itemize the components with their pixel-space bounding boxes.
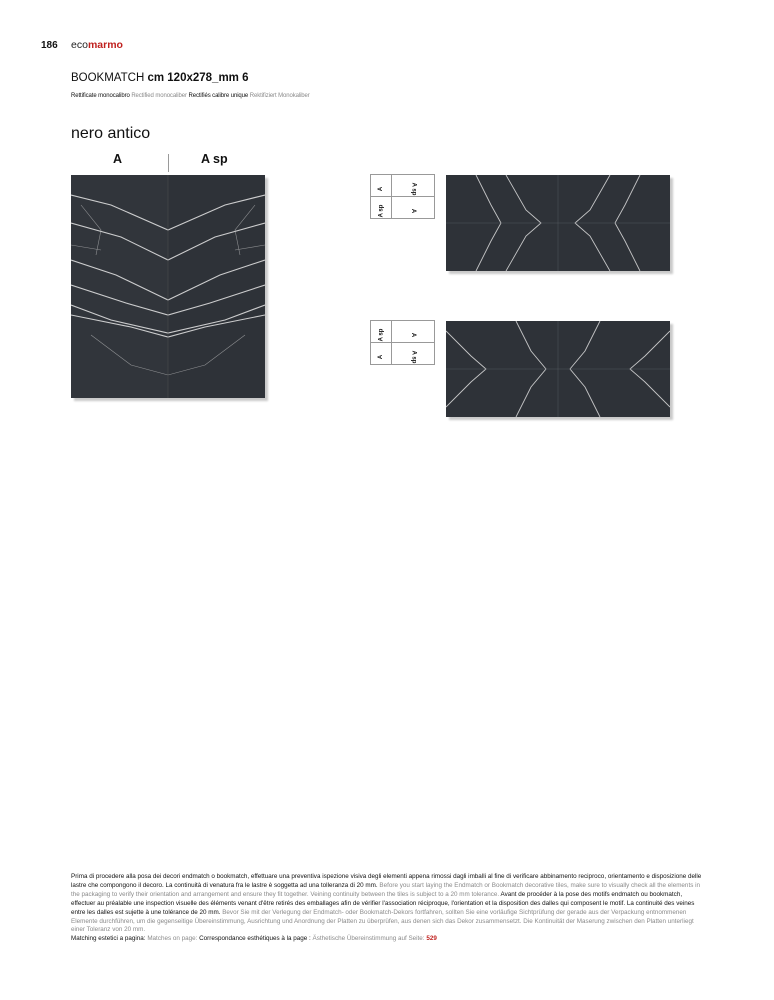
footer-notes [71, 873, 703, 944]
grid1-cell-top-left: A [371, 175, 392, 197]
grid1-cell-bottom-left: A sp [371, 197, 392, 219]
bookmatch-slab-horizontal-1 [446, 175, 670, 271]
match-label-de: Ästhetische Übereinstimmung auf Seite: [312, 935, 425, 943]
layout-grid-2 [370, 320, 435, 365]
product-title [71, 72, 249, 84]
bookmatch-slab-image [71, 175, 265, 398]
slab-label-asp: A sp [201, 152, 228, 166]
subtitle-en: Rectified monocaliber [131, 93, 187, 99]
subtitle-de: Rektifiziert Monokaliber [249, 93, 310, 99]
footer-de: Bevor Sie mit der Verlegung der Endmatch- oder Bookmatch-Dekors fortfahren, sollten Sie eine vorläufige Sichtprüfung der gerade aus der Verpackung entnommenen Elemente durchführen, um die gegenseitige Übereinstimmung, Ausrichtung und Anordnung der Platten zu überprüfen, aus denen sich das Dekor zusammensetzt. Die Kontinuität der Maserung zwischen den Platten unterliegt einer Toleranz von 20 mm. [71, 908, 694, 934]
brand-name: marmo [87, 39, 123, 51]
match-label-it: Matching estetici a pagina: [71, 935, 146, 943]
footer-it: Prima di procedere alla posa dei decori endmatch o bookmatch, effettuare una preventiva ispezione visiva degli elementi appena rimossi dagli imballi al fine di verificare abbinamento reciproco, orientamento e disposizione delle lastre che compongono il decoro. La continuità di venatura fra le lastre è soggetta ad una tolleranza di 20 mm. [71, 873, 702, 889]
grid1-cell-top-right: A sp [392, 175, 435, 197]
title-label: BOOKMATCH [71, 72, 145, 84]
grid2-cell-top-right: A [392, 321, 435, 343]
page-number: 186 [41, 40, 58, 51]
match-label-en: Matches on page: [147, 935, 198, 943]
subtitle-fr: Rectifiés calibre unique [188, 93, 249, 99]
title-size: cm 120x278_mm 6 [147, 72, 249, 84]
grid2-cell-top-left: A sp [371, 321, 392, 343]
grid1-cell-bottom-right: A [392, 197, 435, 219]
color-name: nero antico [71, 125, 151, 142]
brand-logo [71, 39, 123, 51]
grid2-cell-bottom-left: A [371, 343, 392, 365]
bookmatch-slab-horizontal-2 [446, 321, 670, 417]
product-subtitle [71, 93, 310, 99]
match-page-link[interactable]: 529 [426, 935, 437, 943]
match-label-fr: Correspondance esthétiques à la page : [199, 935, 311, 943]
label-divider [168, 154, 169, 172]
slab-label-a: A [113, 152, 123, 166]
layout-grid-1 [370, 174, 435, 219]
grid2-cell-bottom-right: A sp [392, 343, 435, 365]
footer-fr: Avant de procéder à la pose des motifs endmatch ou bookmatch, effectuer au préalable une inspection visuelle des éléments venant d'être retirés des emballages afin de vérifier l'association réciproque, l'orientation et la disposition des dalles qui composent le motif. La continuité des veines entre les dalles est sujette à une tolérance de 20 mm. [71, 890, 695, 916]
footer-en: Before you start laying the Endmatch or Bookmatch decorative tiles, make sure to visually check all the elements in the packaging to verify their orientation and arrangement and ensure they fit together. Veining continuity between the tiles is subject to a 20 mm tolerance. [71, 881, 700, 898]
subtitle-it: Rettificate monocalibro [71, 93, 130, 99]
brand-prefix: eco [71, 39, 88, 51]
